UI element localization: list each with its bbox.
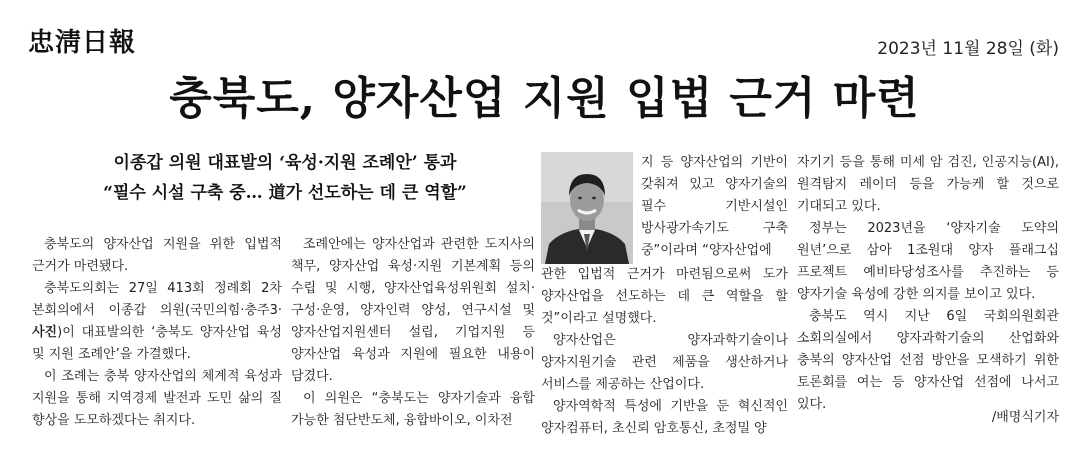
article-column-3-bottom — [541, 264, 788, 440]
paragraph: 충북도의 양자산업 지원을 위한 입법적 근거가 마련됐다. — [32, 237, 282, 274]
paragraph: 이 조례는 충북 양자산업의 체계적 육성과 지원을 통해 지역경제 발전과 도민 삶의 질 향상을 도모하겠다는 취지다. — [32, 369, 282, 428]
paragraph-text: )이 대표발의한 ‘충북도 양자산업 육성 및 지원 조례안’을 가결했다. — [32, 325, 282, 362]
reporter-byline: /배명식기자 — [991, 410, 1059, 425]
paragraph: 양자산업은 양자과학기술이나 양자지원기술 관련 제품을 생산하거나 서비스를 제공하는 산업이다. — [541, 333, 788, 392]
paragraph-text: 충북도의회는 27일 413회 정례회 2차 본회의에서 이종갑 의원(국민의힘·충주3· — [32, 281, 282, 318]
paragraph: 이 의원은 “충북도는 양자기술과 융합 가능한 첨단반도체, 융합바이오, 이차전 — [291, 391, 535, 428]
newspaper-masthead: 忠淸日報 — [28, 28, 137, 58]
paragraph — [32, 278, 282, 366]
subhead-1: 이종갑 의원 대표발의 ‘육성·지원 조례안’ 통과 — [113, 153, 457, 173]
article-column-2 — [291, 234, 535, 432]
paragraph: 지 등 양자산업의 기반이 갖춰져 있고 양자기술의 필수 기반시설인 방사광가속기도 구축 중”이라며 “양자산업에 — [641, 155, 788, 258]
paragraph: 양자역학적 특성에 기반을 둔 혁신적인 양자컴퓨터, 초신뢰 암호통신, 초정밀 양 — [541, 399, 788, 436]
paragraph: 충북도 역시 지난 6일 국회의원회관 소회의실에서 양자과학기술의 산업화와 충북의 양자산업 선점 방안을 모색하기 위한 토론회를 여는 등 양자산업 선점에 나서고 있다. — [797, 309, 1059, 412]
paragraph: 정부는 2023년을 ‘양자기술 도약의 원년’으로 삼아 1조원대 양자 플래그십 프로젝트 예비타당성조사를 추진하는 등 양자기술 육성에 강한 의지를 보이고 있다. — [797, 221, 1059, 302]
article-headline: 충북도, 양자산업 지원 입법 근거 마련 — [169, 73, 920, 124]
article-column-3-top — [641, 152, 788, 262]
photo-reference: 사진 — [32, 325, 58, 340]
paragraph: 조례안에는 양자산업과 관련한 도지사의 책무, 양자산업 육성·지원 기본계획 등의 수립 및 시행, 양자산업육성위원회 설치·구성·운영, 양자인력 양성, 연구시설 및 양자산업지원센터 설립, 기업지원 등 양자산업 육성과 지원에 필요한 내용이 담겼다. — [291, 237, 535, 384]
article-column-1 — [32, 234, 282, 432]
portrait-image — [541, 152, 633, 264]
article-subheads — [40, 148, 530, 208]
paragraph: 관한 입법적 근거가 마련됨으로써 도가 양자산업을 선도하는 데 큰 역할을 할 것”이라고 설명했다. — [541, 267, 788, 326]
article-column-4 — [797, 152, 1059, 416]
paragraph: 자기기 등을 통해 미세 암 검진, 인공지능(AI), 원격탐지 레이더 등을 가능케 할 것으로 기대되고 있다. — [797, 155, 1059, 214]
subhead-2: “필수 시설 구축 중… 道가 선도하는 데 큰 역할” — [103, 183, 467, 203]
reporter-subject-photo — [541, 152, 633, 264]
publication-date: 2023년 11월 28일 (화) — [877, 39, 1059, 59]
